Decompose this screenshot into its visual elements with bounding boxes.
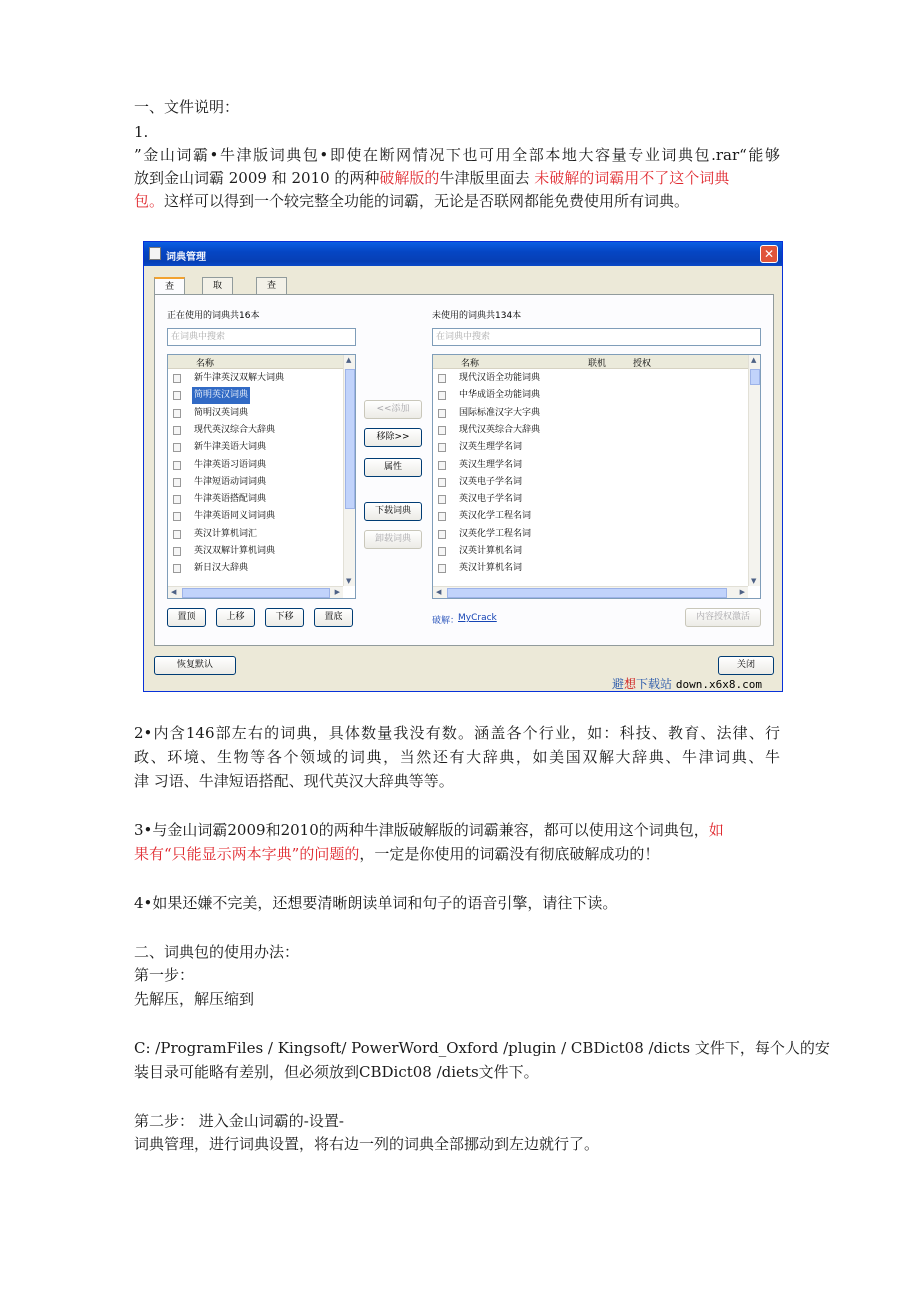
list-item-label: 新牛津美语大词典 xyxy=(194,442,267,453)
properties-button[interactable]: 属性 xyxy=(364,458,422,477)
list-item-label: 英汉生理学名词 xyxy=(459,459,523,470)
watermark xyxy=(612,675,762,692)
right-scroll-thumb[interactable] xyxy=(750,369,760,385)
left-search-input[interactable]: 在词典中搜索 xyxy=(167,328,356,346)
tab-sentence[interactable]: 查 xyxy=(256,277,287,295)
right-search-input[interactable]: 在词典中搜索 xyxy=(432,328,761,346)
dictionary-book-icon xyxy=(438,564,446,573)
item3-line1 xyxy=(134,819,724,842)
list-item-label: 牛津英语同义词词典 xyxy=(194,511,276,522)
left-horizontal-scrollbar[interactable] xyxy=(168,586,343,598)
close-icon[interactable]: ✕ xyxy=(760,245,778,263)
dictionary-book-icon xyxy=(438,374,446,383)
item3-line2 xyxy=(134,843,659,866)
list-item[interactable] xyxy=(168,387,343,404)
list-item[interactable] xyxy=(168,370,343,387)
list-item[interactable] xyxy=(433,457,748,474)
list-item-label: 简明汉英词典 xyxy=(194,407,249,418)
list-item-label: 国际标准汉字大字典 xyxy=(459,407,541,418)
move-top-button[interactable]: 置顶 xyxy=(167,608,206,627)
item1-line2-red1: 破解版的 xyxy=(379,169,440,187)
watermark-char-2: 想 xyxy=(624,677,637,691)
step1-label: 第一步： xyxy=(134,966,195,984)
dictionary-book-icon xyxy=(173,443,181,452)
right-header-auth: 授权 xyxy=(633,359,652,369)
list-item-label: 牛津英语搭配词典 xyxy=(194,494,267,505)
list-item-label: 牛津短语动词词典 xyxy=(194,476,267,487)
dictionary-book-icon xyxy=(438,461,446,470)
move-up-button[interactable]: 上移 xyxy=(216,608,255,627)
right-vertical-scrollbar[interactable] xyxy=(748,355,760,586)
dictionary-book-icon xyxy=(438,409,446,418)
list-item-label: 新牛津英汉双解大词典 xyxy=(194,373,285,383)
scroll-down-icon[interactable]: ▼ xyxy=(346,577,352,585)
scroll-right-icon[interactable]: ▶ xyxy=(739,588,745,596)
right-hscroll-thumb[interactable] xyxy=(447,588,727,598)
download-dictionary-button[interactable]: 下载词典 xyxy=(364,502,422,521)
dictionary-book-icon xyxy=(438,495,446,504)
watermark-url: down.x6x8.com xyxy=(675,678,762,691)
add-button[interactable]: <<添加 xyxy=(364,400,422,419)
list-item-label: 汉英电子学名词 xyxy=(459,476,523,487)
crack-label: 破解： xyxy=(432,616,460,626)
list-item-label: 现代汉英综合大辞典 xyxy=(459,424,541,435)
path-line1: C: /ProgramFiles / Kingsoft/ PowerWord_Oxford /plugin / CBDict08 /dicts 文件下，每个人的安 xyxy=(134,1039,830,1057)
move-bottom-button[interactable]: 置底 xyxy=(314,608,353,627)
crack-link[interactable]: MyCrack xyxy=(458,613,497,623)
dictionary-book-icon xyxy=(173,426,181,435)
list-item[interactable] xyxy=(168,491,343,508)
list-item[interactable] xyxy=(168,474,343,491)
dictionary-book-icon xyxy=(173,409,181,418)
list-item[interactable] xyxy=(168,439,343,456)
item3-line1-red: 如 xyxy=(708,821,724,839)
step1-text: 先解压，解压缩到 xyxy=(134,990,255,1008)
left-header-name: 名称 xyxy=(196,359,215,369)
list-item-label: 英汉双解计算机词典 xyxy=(194,546,276,556)
item1-line1: ”金山词霸•牛津版词典包•即使在断网情况下也可用全部本地大容量专业词典包.rar“能够 xyxy=(134,146,780,164)
list-item[interactable] xyxy=(168,560,343,577)
list-item[interactable] xyxy=(433,508,748,525)
right-list-header xyxy=(433,355,748,369)
dictionary-book-icon xyxy=(173,495,181,504)
step2-text: 词典管理，进行词典设置，将右边一列的词典全部挪动到左边就行了。 xyxy=(134,1135,600,1153)
item3-line2-b: ，一定是你使用的词霸没有彻底破解成功的！ xyxy=(359,845,660,863)
right-header-name: 名称 xyxy=(461,359,480,369)
list-item[interactable] xyxy=(433,491,748,508)
list-item-label: 英汉计算机词汇 xyxy=(194,528,258,539)
restore-defaults-button[interactable]: 恢复默认 xyxy=(154,656,236,675)
item1-number: 1. xyxy=(134,123,149,141)
list-item-label: 牛津英语习语词典 xyxy=(194,459,267,470)
dictionary-book-icon xyxy=(173,391,181,400)
dictionary-book-icon xyxy=(173,461,181,470)
dictionary-book-icon xyxy=(438,478,446,487)
scroll-up-icon[interactable]: ▲ xyxy=(346,356,352,364)
right-list-label: 未使用的词典共134本 xyxy=(432,311,522,321)
item1-line3-b: 这样可以得到一个较完整全功能的词霸，无论是否联网都能免费使用所有词典。 xyxy=(164,192,690,210)
tab-capture[interactable]: 取 xyxy=(202,277,233,295)
item1-line3-red: 包。 xyxy=(134,192,165,210)
list-item-label: 新日汉大辞典 xyxy=(194,563,249,574)
item1-line2 xyxy=(134,167,729,190)
list-item[interactable] xyxy=(433,543,748,560)
item2-line2: 政、环境、生物等各个领域的词典，当然还有大辞典，如美国双解大辞典、牛津词典、牛 xyxy=(134,748,780,766)
list-item[interactable] xyxy=(168,526,343,543)
list-item[interactable] xyxy=(433,370,748,387)
path-line2: 装目录可能略有差别，但必须放到CBDict08 /diets文件下。 xyxy=(134,1063,539,1081)
watermark-char-3: 下载站 xyxy=(636,677,673,691)
list-item-label: 英汉电子学名词 xyxy=(459,494,523,505)
list-item-label: 现代英汉综合大辞典 xyxy=(194,424,276,435)
list-item[interactable] xyxy=(168,405,343,422)
list-item[interactable] xyxy=(168,508,343,525)
item3-line2-red: 果有“只能显示两本字典”的问题的 xyxy=(134,845,360,863)
tab-lookup[interactable]: 查 xyxy=(154,277,185,296)
right-horizontal-scrollbar[interactable] xyxy=(433,586,748,598)
list-item[interactable] xyxy=(433,405,748,422)
list-item-label: 简明英汉词典 xyxy=(192,387,250,404)
list-item[interactable] xyxy=(433,474,748,491)
remove-button[interactable]: 移除>> xyxy=(364,428,422,447)
dictionary-book-icon xyxy=(173,478,181,487)
dictionary-book-icon xyxy=(173,374,181,383)
dictionary-book-icon xyxy=(438,443,446,452)
dictionary-book-icon xyxy=(173,512,181,521)
list-item-label: 中华成语全功能词典 xyxy=(459,390,541,401)
left-vertical-scrollbar[interactable] xyxy=(343,355,355,586)
left-scroll-thumb[interactable] xyxy=(345,369,355,509)
list-item-label: 汉英生理学名词 xyxy=(459,442,523,453)
list-item[interactable] xyxy=(433,387,748,404)
dictionary-book-icon xyxy=(438,512,446,521)
item2-line1: 2•内含146部左右的词典，具体数量我没有数。涵盖各个行业，如：科技、教育、法律、行 xyxy=(134,724,780,742)
item3-line1-a: 3•与金山词霸2009和2010的两种牛津版破解版的词霸兼容，都可以使用这个词典包， xyxy=(134,821,709,839)
dictionary-book-icon xyxy=(438,426,446,435)
item1-line2-red2: 未破解的词霸用不了这个词典 xyxy=(534,169,730,187)
move-down-button[interactable]: 下移 xyxy=(265,608,304,627)
tab-panel xyxy=(154,294,774,646)
dictionary-book-icon xyxy=(173,530,181,539)
left-list-header xyxy=(168,355,343,369)
list-item[interactable] xyxy=(168,457,343,474)
dictionary-book-icon xyxy=(438,530,446,539)
scroll-down-icon[interactable]: ▼ xyxy=(751,577,757,585)
scroll-left-icon[interactable]: ◀ xyxy=(436,588,442,596)
app-icon xyxy=(149,247,161,260)
list-item[interactable] xyxy=(433,560,748,577)
dialog-title: 词典管理 xyxy=(166,252,206,263)
uninstall-dictionary-button[interactable]: 卸载词典 xyxy=(364,530,422,549)
list-item-label: 现代汉语全功能词典 xyxy=(459,373,541,383)
scroll-right-icon[interactable]: ▶ xyxy=(334,588,340,596)
dictionary-book-icon xyxy=(173,547,181,556)
item1-line2-a: 放到金山词霸 2009 和 2010 的两种 xyxy=(134,169,380,187)
scroll-up-icon[interactable]: ▲ xyxy=(751,356,757,364)
list-item[interactable] xyxy=(168,422,343,439)
dictionary-book-icon xyxy=(438,547,446,556)
left-list-label: 正在使用的词典共16本 xyxy=(167,311,260,321)
list-item[interactable] xyxy=(433,439,748,456)
item4-text: 4•如果还嫌不完美，还想要清晰朗读单词和句子的语音引擎，请往下读。 xyxy=(134,894,618,912)
watermark-char-1: 避 xyxy=(612,677,625,691)
section2-heading: 二、词典包的使用办法： xyxy=(134,943,300,961)
item1-line2-b: 牛津版里面去 xyxy=(439,169,535,187)
item2-line3: 津 习语、牛津短语搭配、现代英汉大辞典等等。 xyxy=(134,772,454,790)
right-header-online: 联机 xyxy=(588,359,607,369)
section1-heading: 一、文件说明： xyxy=(134,98,240,116)
dialog-titlebar xyxy=(144,242,782,266)
list-item-label: 英汉计算机名词 xyxy=(459,563,523,574)
list-item-label: 汉英化学工程名词 xyxy=(459,528,532,539)
list-item[interactable] xyxy=(168,543,343,560)
content-activate-button[interactable]: 内容授权激活 xyxy=(685,608,761,627)
item1-line3 xyxy=(134,190,689,213)
dictionary-book-icon xyxy=(438,391,446,400)
list-item[interactable] xyxy=(433,422,748,439)
list-item-label: 汉英计算机名词 xyxy=(459,546,523,556)
unused-dictionary-list xyxy=(432,354,761,599)
dictionary-manager-dialog xyxy=(143,241,783,692)
dialog-close-button[interactable]: 关闭 xyxy=(718,656,774,675)
step2-label: 第二步： 进入金山词霸的-设置- xyxy=(134,1112,344,1130)
active-dictionary-list xyxy=(167,354,356,599)
list-item-label: 英汉化学工程名词 xyxy=(459,511,532,522)
list-item[interactable] xyxy=(433,526,748,543)
left-hscroll-thumb[interactable] xyxy=(182,588,330,598)
dictionary-book-icon xyxy=(173,564,181,573)
scroll-left-icon[interactable]: ◀ xyxy=(171,588,177,596)
